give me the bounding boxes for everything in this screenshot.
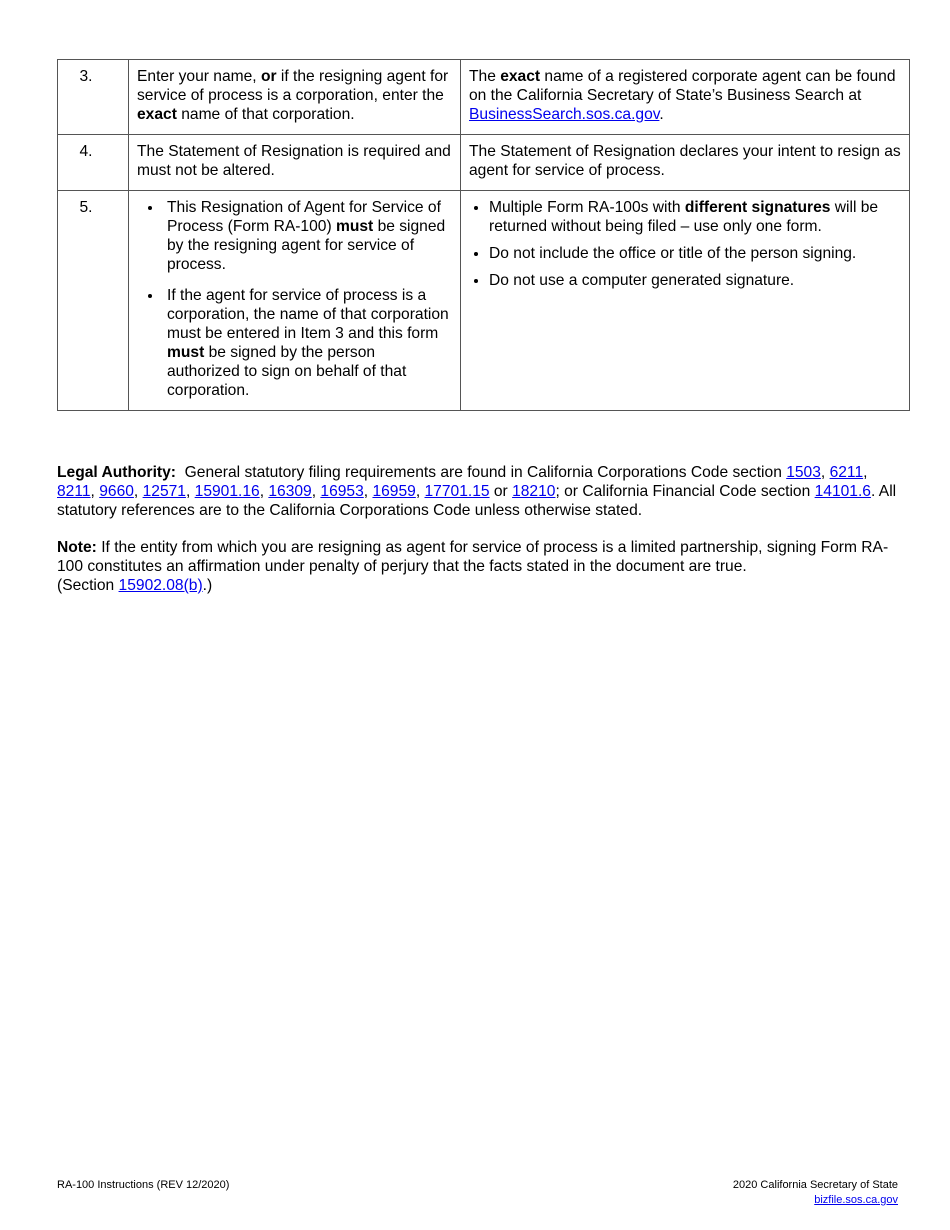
footer-form-revision: RA-100 Instructions (REV 12/2020) <box>57 1179 230 1191</box>
item-number: 4. <box>58 135 129 191</box>
note-cell <box>461 191 910 411</box>
legal-authority-paragraph: Legal Authority: General statutory filing requirements are found in California Corporations Code section 1503, 6211, 8211, 9660, 12571, 15901.16, 16309, 16953, 16959, 17701.15 or 18210; or California Financial Code section 14101.6. All statutory references are to the California Corporations Code unless otherwise stated. <box>57 464 897 519</box>
section-link[interactable]: 17701.15 <box>424 483 490 500</box>
instruction-list <box>137 198 452 400</box>
section-link[interactable]: 1503 <box>786 464 821 481</box>
instruction-cell <box>129 191 461 411</box>
table-row <box>58 191 910 411</box>
business-search-link[interactable]: BusinessSearch.sos.ca.gov <box>469 106 660 123</box>
section-link[interactable]: 6211 <box>829 464 864 481</box>
item-number: 3. <box>58 60 129 135</box>
table-row <box>58 60 910 135</box>
section-link[interactable]: 9660 <box>99 483 134 500</box>
footer-agency <box>733 1178 898 1208</box>
item-number: 5. <box>58 191 129 411</box>
list-item: • Do not use a computer generated signature. <box>489 271 901 290</box>
section-link[interactable]: 8211 <box>57 483 91 500</box>
legal-authority-label: Legal Authority: <box>57 464 176 481</box>
list-item: • This Resignation of Agent for Service of Process (Form RA-100) must be signed by the resigning agent for service of process. <box>163 198 452 274</box>
bizfile-link[interactable]: bizfile.sos.ca.gov <box>814 1194 898 1206</box>
note-paragraph: Note: If the entity from which you are resigning as agent for service of process is a limited partnership, signing Form RA-100 constitutes an affirmation under penalty of perjury that the facts stated in the document are true. (Section 15902.08(b).) <box>57 539 889 594</box>
instruction-cell: The Statement of Resignation is required and must not be altered. <box>129 135 461 191</box>
footer-agency-name: 2020 California Secretary of State <box>732 1179 898 1191</box>
section-link[interactable]: 12571 <box>142 483 186 500</box>
instruction-cell: Enter your name, or if the resigning agent for service of process is a corporation, enter the exact name of that corporation. <box>129 60 461 135</box>
financial-code-link[interactable]: 14101.6 <box>814 483 871 500</box>
section-link[interactable]: 15902.08(b) <box>118 577 203 594</box>
list-item: • If the agent for service of process is a corporation, the name of that corporation must be entered in Item 3 and this form must be signed by the person authorized to sign on behalf of that corporation. <box>163 286 452 400</box>
table-row <box>58 135 910 191</box>
list-item: • Do not include the office or title of the person signing. <box>489 244 901 263</box>
section-link[interactable]: 16309 <box>268 483 312 500</box>
note-list <box>469 198 901 290</box>
note-cell: The exact name of a registered corporate agent can be found on the California Secretary of State’s Business Search at BusinessSearch.sos.ca.gov. <box>461 60 910 135</box>
section-link[interactable]: 16953 <box>320 483 364 500</box>
section-link[interactable]: 16959 <box>372 483 416 500</box>
instructions-table <box>57 59 910 411</box>
note-label: Note: <box>57 539 97 556</box>
note-cell: The Statement of Resignation declares your intent to resign as agent for service of process. <box>461 135 910 191</box>
section-link[interactable]: 15901.16 <box>194 483 260 500</box>
list-item: • Multiple Form RA-100s with different signatures will be returned without being filed – use only one form. <box>489 198 901 236</box>
section-link[interactable]: 18210 <box>512 483 556 500</box>
